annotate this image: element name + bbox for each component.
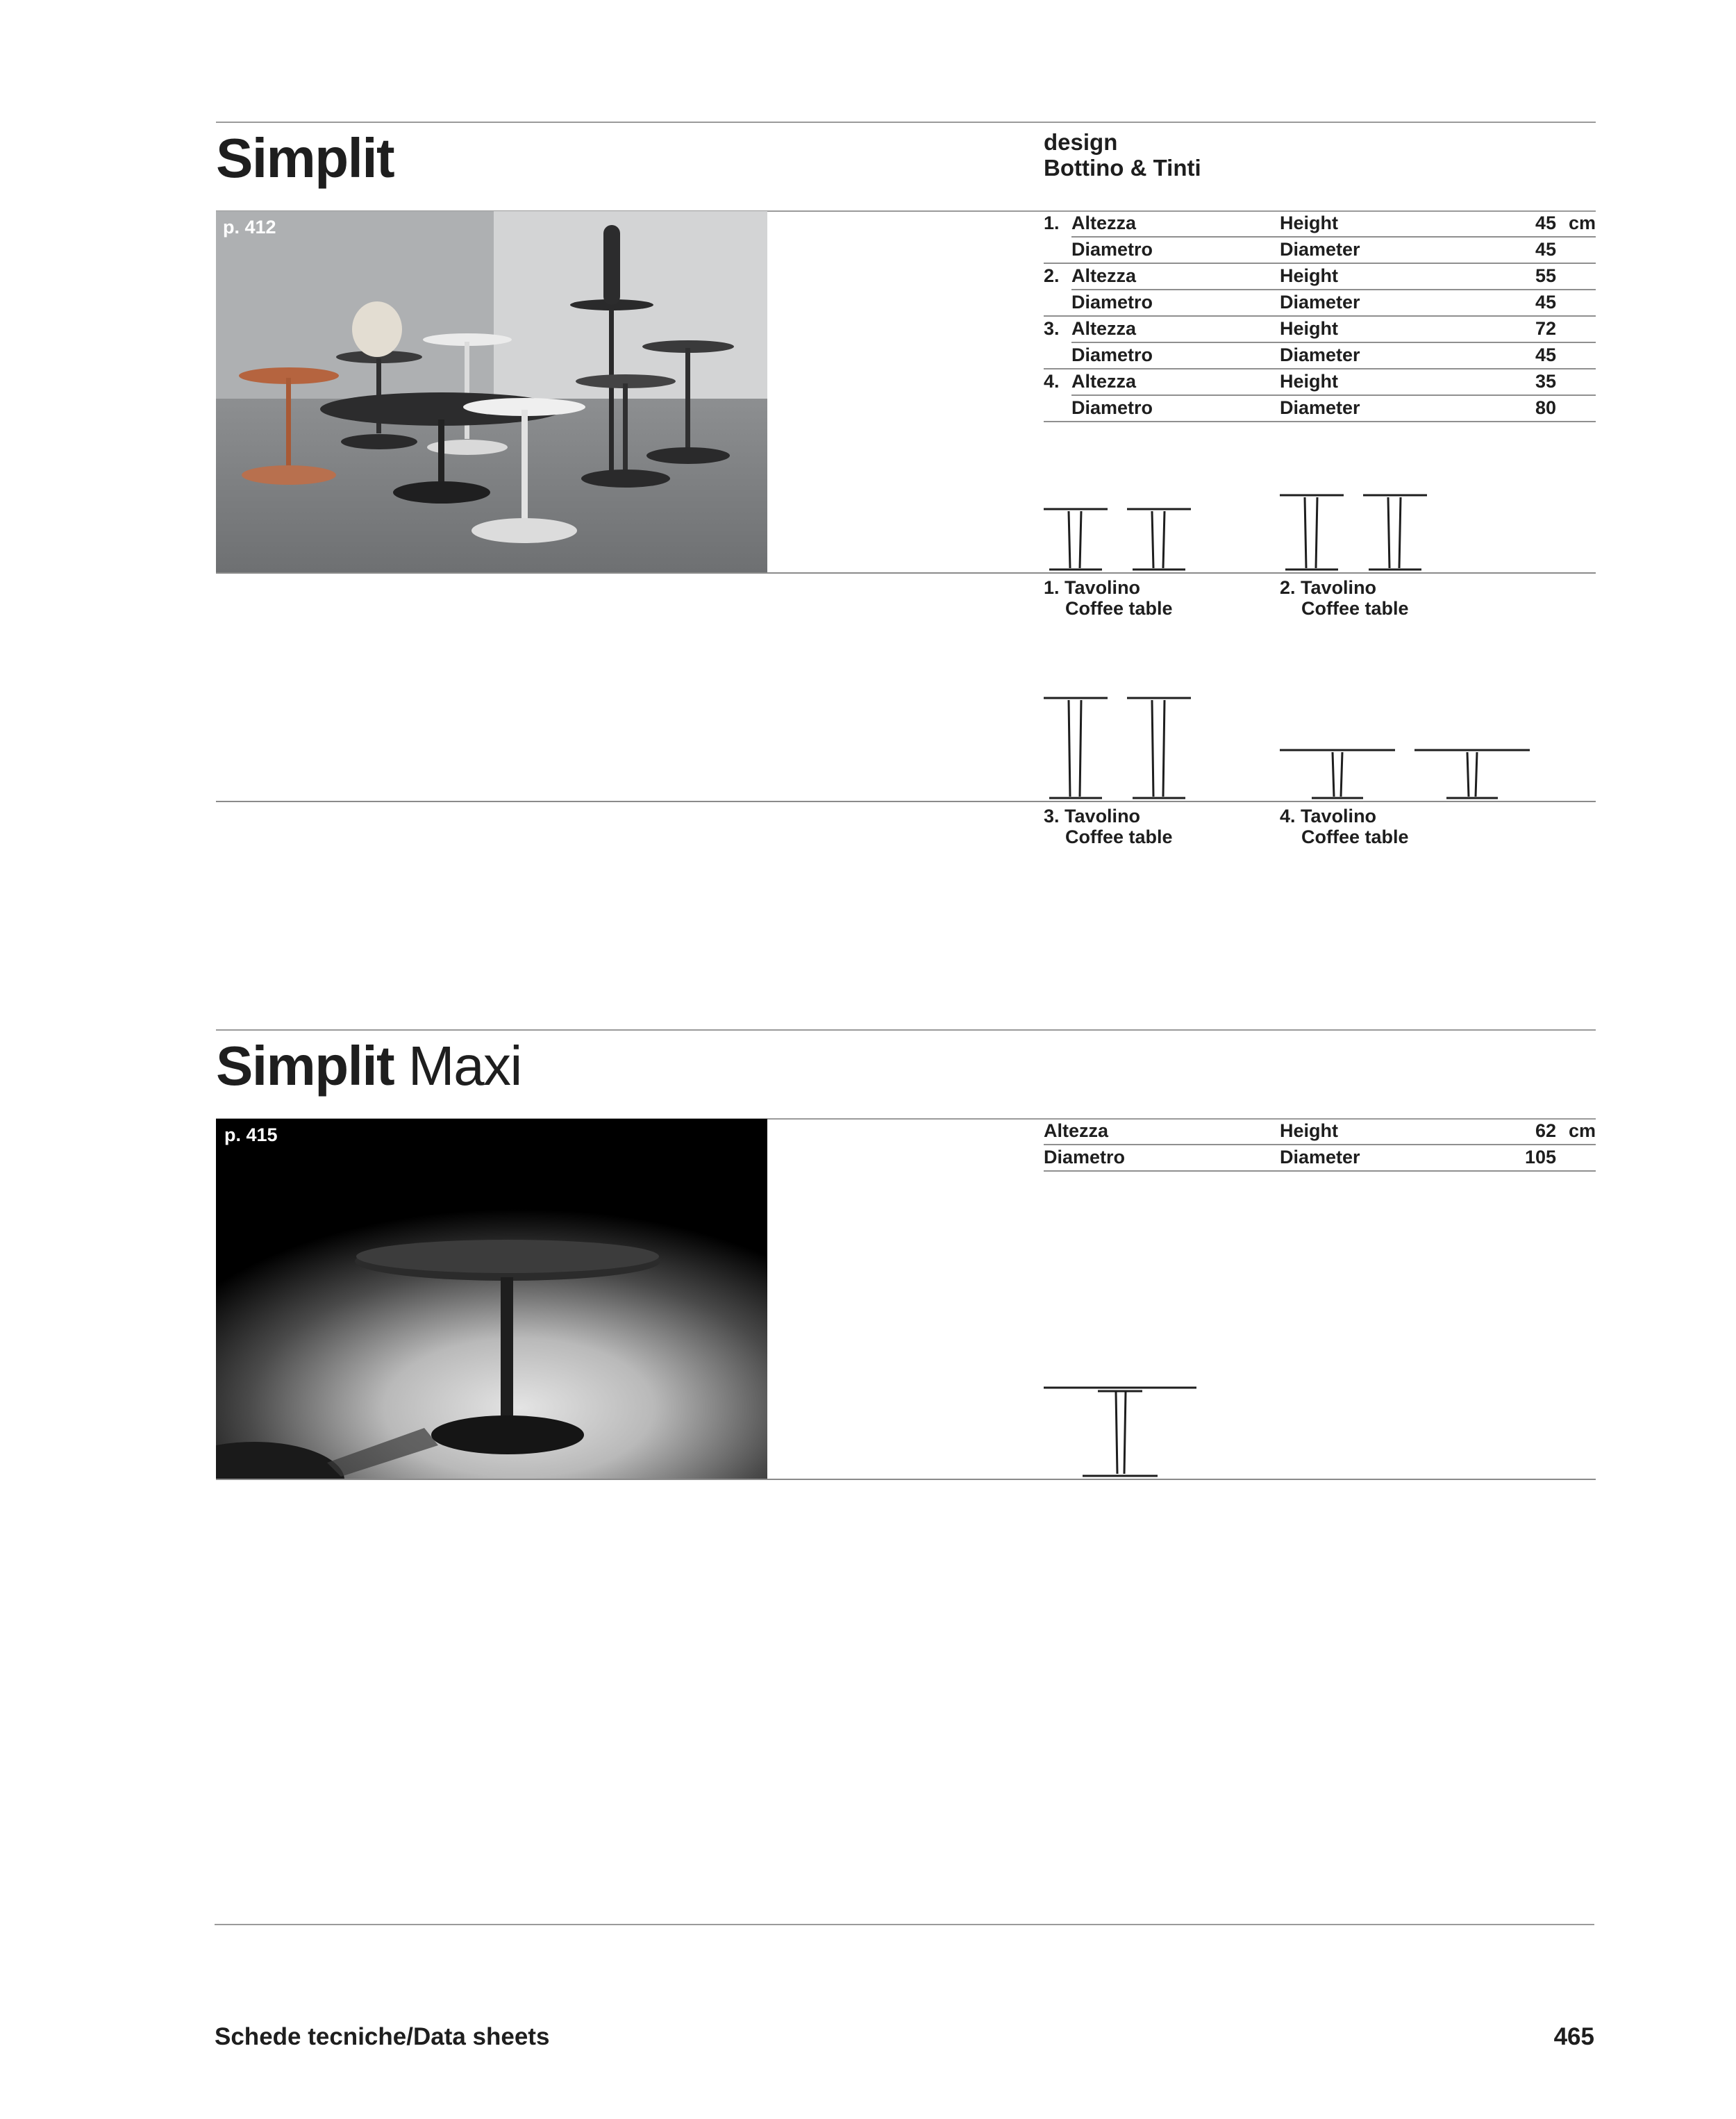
- spec-row: [1044, 396, 1596, 422]
- spec-label-it: Diametro: [1071, 397, 1153, 418]
- spec-label-en: Height: [1280, 318, 1338, 339]
- table-drawing-maxi-front: [1044, 1386, 1203, 1479]
- caption-it: Tavolino: [1065, 577, 1141, 598]
- photo-scene: [216, 1119, 767, 1480]
- footer-label: Schede tecniche/Data sheets: [215, 2023, 550, 2050]
- spec-label-it: Diametro: [1071, 239, 1153, 260]
- page-ref-415: p. 415: [224, 1124, 278, 1145]
- spec-label-it: Altezza: [1071, 265, 1137, 286]
- spec-row: [1044, 343, 1596, 369]
- section1-title: Simplit: [216, 127, 394, 189]
- spec-row: [1044, 1145, 1596, 1172]
- spec-label-it: Altezza: [1071, 213, 1137, 233]
- section2-title-bold: Simplit: [216, 1035, 394, 1097]
- spec-label-it: Altezza: [1071, 371, 1137, 392]
- spec-value: 80: [1535, 397, 1556, 418]
- section1-top-rule: [216, 122, 1596, 123]
- spec-value: 72: [1535, 318, 1556, 339]
- caption-1: [1044, 577, 1173, 619]
- spec-unit: cm: [1568, 213, 1596, 233]
- spec-label-en: Diameter: [1280, 292, 1360, 313]
- spec-label-it: Altezza: [1044, 1120, 1109, 1141]
- spec-row: [1044, 238, 1596, 264]
- spec-row: [1044, 211, 1596, 238]
- spec-row: [1044, 1119, 1596, 1145]
- spec-row: [1044, 290, 1596, 317]
- spec-label-en: Height: [1280, 265, 1338, 286]
- spec-value: 55: [1535, 265, 1556, 286]
- caption-num: 4.: [1280, 806, 1296, 826]
- spec-num: 3.: [1044, 318, 1060, 339]
- section2-bottom-rule: [216, 1479, 1596, 1480]
- table-drawing-2-front: [1280, 493, 1433, 573]
- spec-value: 45: [1535, 344, 1556, 365]
- caption-num: 2.: [1280, 577, 1296, 598]
- caption-en: Coffee table: [1301, 598, 1409, 619]
- page-number: 465: [1553, 2023, 1594, 2050]
- spec-label-en: Diameter: [1280, 1147, 1360, 1167]
- spec-label-en: Height: [1280, 1120, 1338, 1141]
- design-label: design: [1044, 129, 1118, 155]
- spec-label-en: Diameter: [1280, 344, 1360, 365]
- caption-2: [1280, 577, 1409, 619]
- page-ref-412: p. 412: [223, 217, 276, 238]
- photo-scene: [216, 211, 767, 572]
- spec-value: 35: [1535, 371, 1556, 392]
- spec-label-it: Diametro: [1044, 1147, 1126, 1167]
- spec-value: 105: [1524, 1147, 1556, 1167]
- spec-label-en: Diameter: [1280, 397, 1360, 418]
- spec-label-en: Diameter: [1280, 239, 1360, 260]
- spec-label-it: Diametro: [1071, 344, 1153, 365]
- product-photo-simplit: [216, 211, 767, 572]
- section2-title: [216, 1035, 521, 1097]
- caption-en: Coffee table: [1065, 598, 1173, 619]
- table-drawing-3-front: [1044, 696, 1196, 801]
- caption-num: 1.: [1044, 577, 1060, 598]
- section2-top-rule: [216, 1029, 1596, 1031]
- drawing-row-1-rule: [216, 572, 1596, 574]
- spec-label-en: Height: [1280, 371, 1338, 392]
- section2-title-light: Maxi: [408, 1035, 521, 1097]
- spec-row: [1044, 369, 1596, 396]
- spec-value: 45: [1535, 292, 1556, 313]
- drawing-row-2-rule: [216, 801, 1596, 802]
- caption-it: Tavolino: [1301, 577, 1377, 598]
- spec-row: [1044, 264, 1596, 290]
- spec-value: 62: [1535, 1120, 1556, 1141]
- caption-num: 3.: [1044, 806, 1060, 826]
- caption-it: Tavolino: [1065, 806, 1141, 826]
- spec-row: [1044, 317, 1596, 343]
- designer-name: Bottino & Tinti: [1044, 155, 1201, 181]
- spec-unit: cm: [1568, 1120, 1596, 1141]
- spec-label-it: Diametro: [1071, 292, 1153, 313]
- table-drawing-1-front: [1044, 507, 1196, 573]
- spec-num: 4.: [1044, 371, 1060, 392]
- caption-en: Coffee table: [1065, 826, 1173, 847]
- spec-value: 45: [1535, 213, 1556, 233]
- spec-value: 45: [1535, 239, 1556, 260]
- spec-num: 2.: [1044, 265, 1060, 286]
- spec-label-en: Height: [1280, 213, 1338, 233]
- spec-label-it: Altezza: [1071, 318, 1137, 339]
- caption-en: Coffee table: [1301, 826, 1409, 847]
- spec-num: 1.: [1044, 213, 1060, 233]
- caption-it: Tavolino: [1301, 806, 1377, 826]
- caption-3: [1044, 806, 1173, 847]
- caption-4: [1280, 806, 1409, 847]
- table-drawing-4-front: [1280, 748, 1544, 801]
- footer-rule: [215, 1924, 1594, 1925]
- product-photo-simplit-maxi: [216, 1119, 767, 1480]
